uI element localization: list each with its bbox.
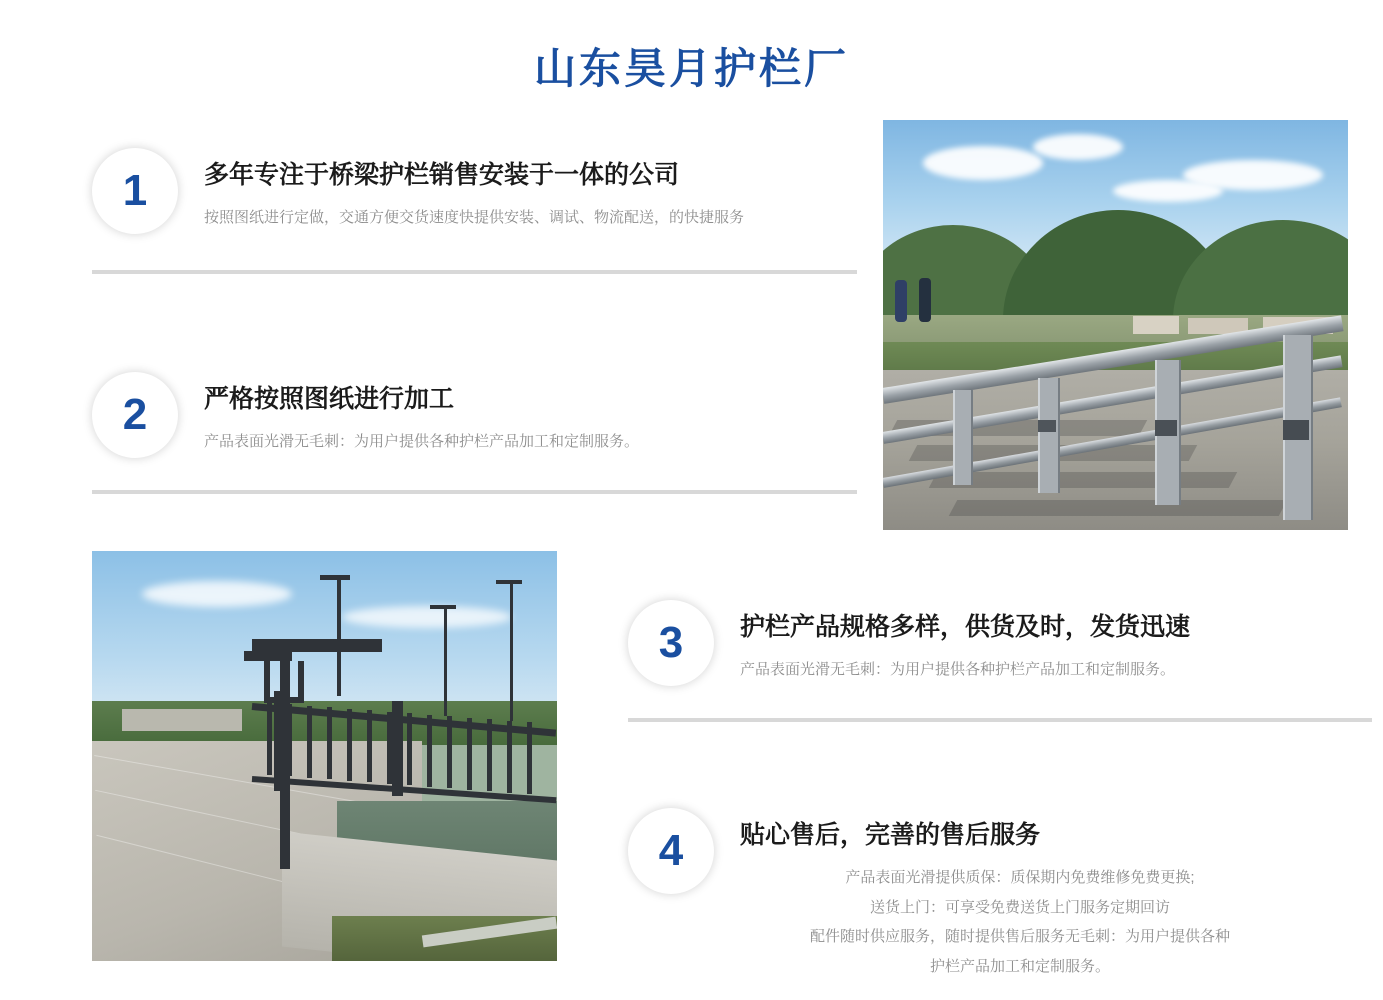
railing-shadow — [909, 445, 1198, 461]
sky-region — [92, 551, 557, 726]
railing-picket — [407, 713, 412, 785]
feature-heading-2: 严格按照图纸进行加工 — [204, 385, 455, 413]
railing-bottom-rail — [252, 776, 557, 803]
lamp-frame — [264, 661, 270, 701]
railing-picket — [387, 712, 392, 784]
railing-picket — [347, 709, 352, 781]
building-shape — [1263, 317, 1333, 334]
mountain-shape — [883, 225, 1053, 315]
post-band — [1155, 420, 1177, 436]
feature-block-4 — [628, 808, 1300, 979]
railing-top-rail — [252, 703, 556, 737]
feature-desc-1: 按照图纸进行定做，交通方便交货速度快提供安装、调试、物流配送，的快捷服务 — [204, 209, 745, 227]
feature-text-1 — [204, 148, 744, 231]
railing-picket — [447, 716, 452, 788]
lamp-frame — [264, 697, 304, 703]
feature-heading-3: 护栏产品规格多样，供货及时，发货迅速 — [740, 613, 1191, 641]
railing-picket — [507, 721, 512, 793]
concrete-wall — [282, 832, 557, 961]
railing-post — [1038, 378, 1060, 493]
cloud-shape — [1113, 180, 1223, 202]
pavement-surface — [92, 741, 422, 961]
pipe-object — [422, 917, 557, 948]
street-lamp — [510, 581, 513, 721]
feature-block-2 — [92, 372, 639, 458]
pavement-line — [94, 755, 390, 808]
feature-desc-4-line-3: 配件随时供应服务，随时提供售后服务无毛刺：为用户提供各种 — [809, 928, 1230, 946]
feature-desc-4-line-1: 产品表面光滑提供质保：质保期内免费维修免费更换; — [845, 869, 1195, 887]
feature-text-2 — [204, 372, 639, 455]
feature-number-badge-1: 1 — [92, 148, 178, 234]
railing-picket — [287, 704, 292, 776]
street-lamp — [444, 606, 447, 716]
lamp-frame — [298, 661, 304, 701]
cloud-shape — [1033, 134, 1123, 160]
lamp-head — [244, 651, 292, 661]
railing-post — [274, 691, 286, 791]
railing-picket — [327, 707, 332, 779]
divider-3 — [628, 718, 1372, 722]
feature-heading-4: 贴心售后，完善的售后服务 — [740, 821, 1041, 849]
road-surface — [883, 370, 1348, 530]
building-shape — [1188, 318, 1248, 334]
cloud-shape — [923, 146, 1043, 180]
cloud-shape — [342, 606, 512, 628]
feature-desc-4-line-2: 送货上门：可享受免费送货上门服务定期回访 — [869, 898, 1170, 916]
feature-block-1 — [92, 148, 744, 234]
post-band — [1038, 420, 1056, 432]
railing-shadow — [889, 420, 1148, 436]
street-lamp-head — [430, 605, 456, 609]
cloud-shape — [1183, 160, 1323, 190]
feature-desc-3: 产品表面光滑无毛刺：为用户提供各种护栏产品加工和定制服务。 — [740, 661, 1176, 679]
tree-line — [92, 701, 557, 745]
feature-text-3 — [740, 600, 1190, 683]
grass-area — [332, 916, 557, 961]
pavement-line — [95, 790, 389, 853]
lamp-arm — [252, 639, 382, 648]
building-shape — [1133, 316, 1179, 334]
railing-shadow — [929, 472, 1238, 488]
mountain-shape — [1003, 210, 1233, 320]
feature-desc-4-line-4: 护栏产品加工和定制服务。 — [929, 957, 1110, 975]
river-water — [337, 801, 557, 961]
feature-number-badge-2: 2 — [92, 372, 178, 458]
field-strip — [883, 342, 1348, 376]
feature-desc-2: 产品表面光滑无毛刺：为用户提供各种护栏产品加工和定制服务。 — [204, 433, 640, 451]
divider-1 — [92, 270, 857, 274]
railing-post — [1283, 335, 1313, 520]
railing-picket — [427, 715, 432, 787]
railing-picket — [267, 703, 272, 775]
worker-figure — [895, 280, 907, 322]
railing-picket — [367, 710, 372, 782]
railing-shadow — [949, 500, 1288, 516]
mountain-shape — [1173, 220, 1348, 320]
lamp-post — [280, 639, 290, 869]
street-lamp-head — [320, 575, 350, 580]
railing-post — [1155, 360, 1181, 505]
railing-picket — [307, 706, 312, 778]
railing-post — [392, 701, 403, 796]
feature-number-badge-3: 3 — [628, 600, 714, 686]
post-band — [1283, 420, 1309, 440]
bridge-railing-photo — [883, 120, 1348, 530]
street-lamp-head — [496, 580, 522, 584]
feature-heading-1: 多年专注于桥梁护栏销售安装于一体的公司 — [204, 161, 680, 189]
railing-top-tube — [883, 315, 1344, 404]
sky-region — [883, 120, 1348, 270]
worker-figure — [919, 278, 931, 322]
river-bridge-photo — [92, 551, 557, 961]
railing-second-tube — [883, 355, 1343, 444]
feature-number-badge-4: 4 — [628, 808, 714, 894]
divider-2 — [92, 490, 857, 494]
railing-picket — [467, 718, 472, 790]
cloud-shape — [142, 581, 292, 607]
pavement-line — [96, 835, 387, 909]
feature-block-3 — [628, 600, 1190, 686]
lamp-truss — [252, 648, 382, 652]
railing-picket — [527, 722, 532, 794]
village-strip — [883, 315, 1348, 345]
railing-third-tube — [883, 397, 1342, 488]
far-buildings — [122, 709, 242, 731]
page-title: 山东昊月护栏厂 — [533, 45, 849, 92]
railing-post — [953, 390, 973, 485]
feature-text-4 — [740, 808, 1300, 979]
street-lamp — [337, 576, 341, 696]
railing-picket — [487, 719, 492, 791]
